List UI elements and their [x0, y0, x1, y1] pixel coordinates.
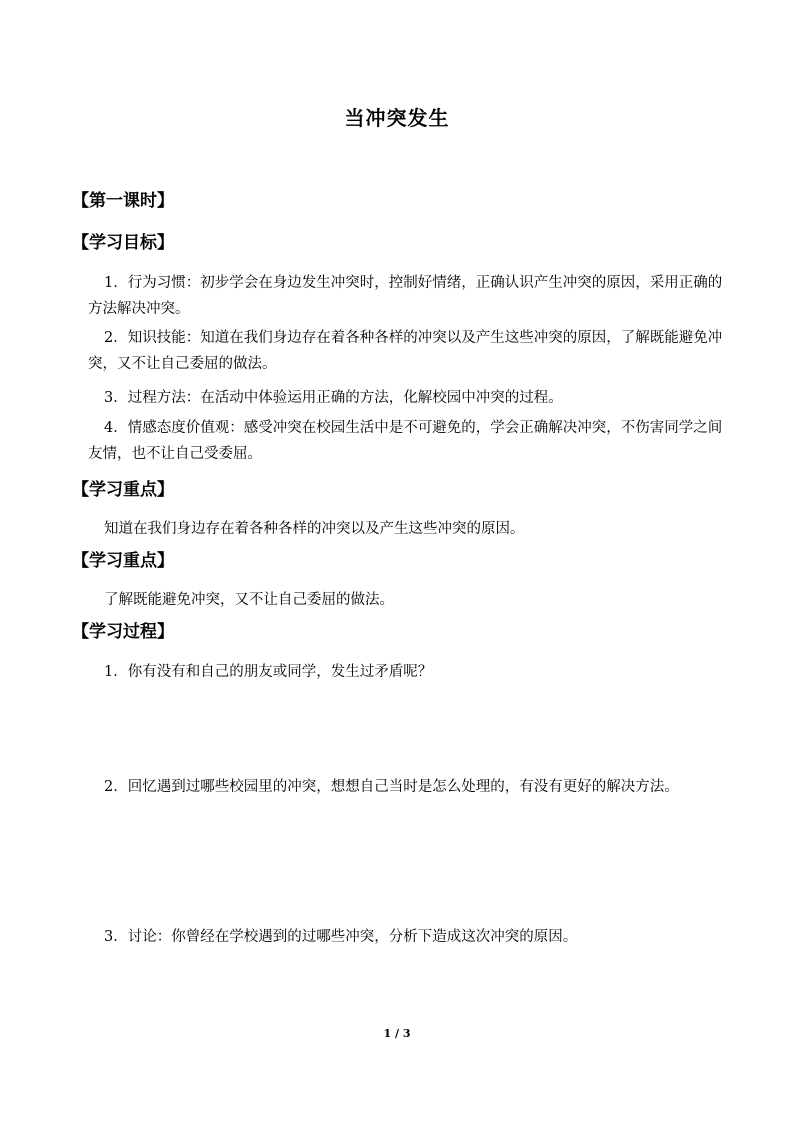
- process-heading: 【学习过程】: [72, 622, 174, 642]
- objective-item-4: 4．情感态度价值观：感受冲突在校园生活中是不可避免的，学会正确解决冲突，不伤害同学之间友情，也不让自己受委屈。: [88, 420, 723, 462]
- key-points-heading: 【学习重点】: [72, 480, 174, 500]
- key-points-text: 知道在我们身边存在着各种各样的冲突以及产生这些冲突的原因。: [104, 521, 525, 537]
- process-item-2: 2．回忆遇到过哪些校园里的冲突，想想自己当时是怎么处理的，有没有更好的解决方法。: [104, 779, 679, 795]
- process-item-1: 1．你有没有和自己的朋友或同学，发生过矛盾呢？: [104, 664, 433, 680]
- lesson-heading: 【第一课时】: [72, 191, 174, 211]
- objective-item-1: 1．行为习惯：初步学会在身边发生冲突时，控制好情绪，正确认识产生冲突的原因，采用正确的方法解决冲突。: [88, 275, 723, 317]
- difficult-points-text: 了解既能避免冲突，又不让自己委屈的做法。: [104, 592, 394, 608]
- difficult-points-heading: 【学习重点】: [72, 551, 174, 571]
- process-item-3: 3．讨论：你曾经在学校遇到的过哪些冲突，分析下造成这次冲突的原因。: [104, 929, 578, 945]
- objective-item-3: 3．过程方法：在活动中体验运用正确的方法，化解校园中冲突的过程。: [104, 390, 563, 406]
- objective-item-2: 2．知识技能：知道在我们身边存在着各种各样的冲突以及产生这些冲突的原因，了解既能避免冲突，又不让自己委屈的做法。: [88, 330, 723, 372]
- page-number: 1 / 3: [383, 1027, 411, 1040]
- objectives-heading: 【学习目标】: [72, 233, 174, 253]
- document-title: 当冲突发生: [344, 106, 450, 130]
